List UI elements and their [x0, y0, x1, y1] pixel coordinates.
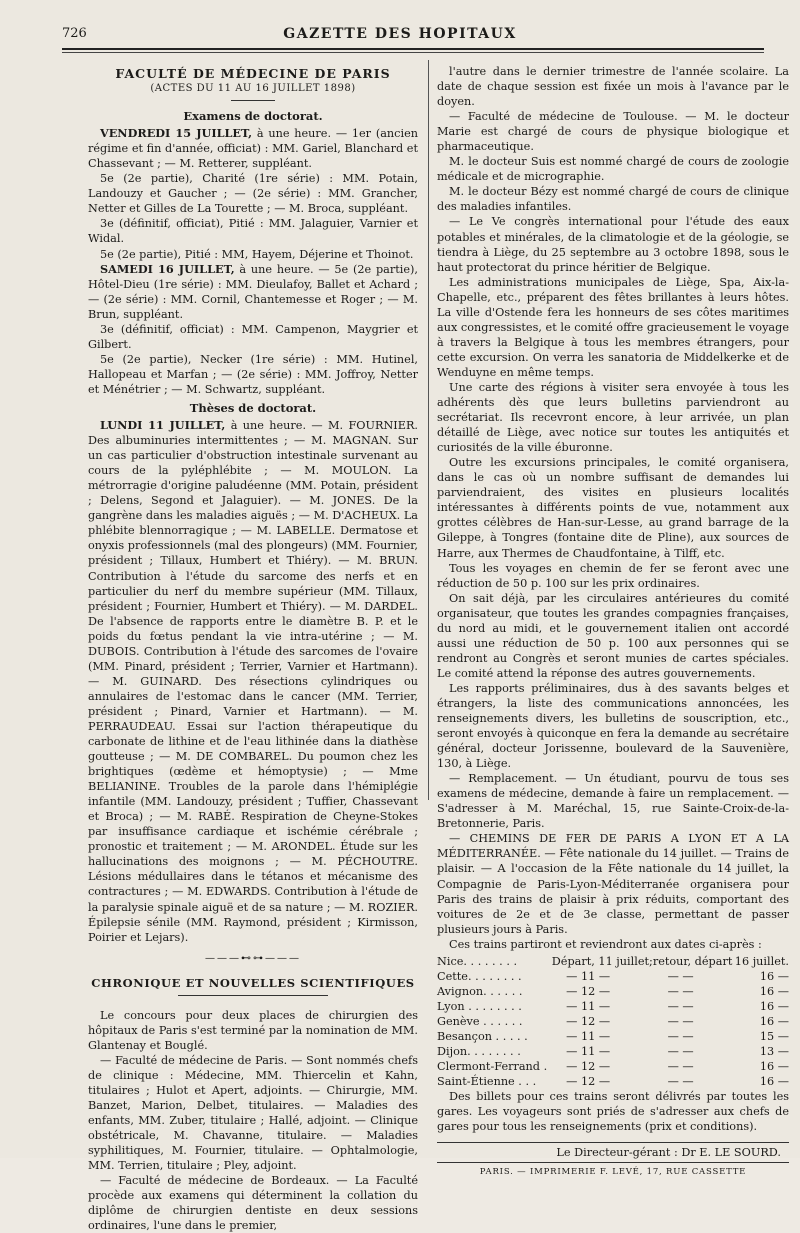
theses-date: LUNDI 11 JUILLET, — [100, 418, 226, 433]
schedule-city: Clermont-Ferrand . — [437, 1060, 548, 1074]
schedule-return: — — — [667, 1075, 694, 1089]
signature-rule — [437, 1142, 789, 1143]
schedule-city: Genève . . . . . . — [437, 1014, 523, 1028]
schedule-return-date: 16 — — [759, 999, 789, 1013]
news-paragraph: — Faculté de médecine de Toulouse. — M. le docteur Marie est chargé de cours de physique biologique et pharmaceutique. — [437, 110, 789, 154]
schedule-departure: Départ, 11 juillet; — [551, 954, 653, 968]
exam-text: 3e (définitif, officiat) : MM. Campenon, Maygrier et Gilbert. — [88, 322, 418, 351]
schedule-return-date: 16 — — [759, 1014, 789, 1028]
news-paragraph: — CHEMINS DE FER DE PARIS A LYON ET A LA MÉDITERRANÉE. — Fête nationale du 14 juillet. — Trains de plaisir. — A l'occasion de la Fête nationale du 14 juillet, la Compagnie de Paris-Lyon-Méditerranée organisera pour Paris des trains de plaisir à prix réduits, comportant des voitures de 2e et de 3e classe, permettant de passer plusieurs jours à Paris. — [437, 832, 789, 936]
schedule-row — [437, 999, 789, 1014]
news-paragraph: M. le docteur Bézy est nommé chargé de cours de clinique des maladies infantiles. — [437, 185, 789, 214]
schedule-return: retour, départ — [652, 954, 733, 968]
schedule-return: — — — [667, 1060, 694, 1074]
exam-text: 3e (définitif, officiat), Pitié : MM. Jalaguier, Varnier et Widal. — [88, 217, 418, 246]
exam-date: SAMEDI 16 JUILLET, — [100, 261, 235, 276]
schedule-return: — — — [667, 1030, 694, 1043]
schedule-departure: — 12 — — [566, 1014, 611, 1028]
schedule-return-date: 16 — — [759, 1060, 789, 1074]
right-column — [437, 64, 789, 1180]
schedule-row — [437, 984, 789, 999]
imprint: PARIS. — IMPRIMERIE F. LEVÉ, 17, RUE CASSETTE — [479, 1167, 747, 1178]
schedule-row — [437, 1029, 789, 1044]
schedule-return-date: 15 — — [759, 1030, 789, 1043]
schedule-city: Lyon . . . . . . . . — [437, 999, 522, 1013]
page-number: 726 — [62, 26, 87, 41]
exams-list — [88, 126, 418, 397]
chronicle-paragraph: — Faculté de médecine de Bordeaux. — La Faculté procède aux examens qui déterminent la collation du diplôme de chirurgien dentiste en deux sessions ordinaires, l'une dans le premier, — [88, 1174, 418, 1233]
exam-entry — [88, 126, 418, 171]
schedule-return-date: 16 — — [759, 984, 789, 998]
schedule-city: Nice. . . . . . . . — [437, 954, 518, 968]
schedule-row — [437, 1044, 789, 1059]
news-paragraph: Tous les voyages en chemin de fer se feront avec une réduction de 50 p. 100 sur les prix ordinaires. — [437, 561, 789, 590]
section-rule — [231, 100, 275, 101]
exam-text: 5e (2e partie), Charité (1re série) : MM. Potain, Landouzy et Gaucher ; — (2e série) : MM. Grancher, Netter et Gilles de La Tourette ; — M. Broca, suppléant. — [88, 172, 418, 216]
theses-text: à une heure. — M. FOURNIER. Des albuminuries intermittentes ; — M. MAGNAN. Sur un cas particulier d'obstruction intestinale survenant au cours de la pyléphlébite ; — M. MOULON. La métrorragie d'origine paludéenne (MM. Potain, président ; Delens, Segond et Jalaguier). — M. JONES. De la gangrène dans les maladies aiguës ; — M. D'ACHEUX. La phlébite blennorragique ; — M. LABELLE. Dermatose et onyxis professionnels (mal des plongeurs) (MM. Fournier, président ; Tillaux, Humbert et Thiéry). — M. BRUN. Contribution à l'étude du sarcome des nerfs et en particulier du nerf du membre supérieur (MM. Tillaux, président ; Fournier, Humbert et Thiéry). — M. DARDEL. De l'absence de rapports entre le diamètre B. P. et le poids du fœtus pendant la vie intra-utérine ; — M. DUBOIS. Contribution à l'étude des sarcomes de l'ovaire (MM. Pinard, président ; Terrier, Varnier et Hartmann). — M. GUINARD. Des résections cylindriques ou annulaires de l'estomac dans le cancer (MM. Terrier, président ; Pinard, Varnier et Hartmann). — M. PERRAUDEAU. Essai sur l'action thérapeutique du carbonate de lithine et de l'eau lithinée dans la diathèse goutteuse ; — M. DE COMBAREL. Du poumon chez les brightiques (œdème et hémoptysie) ; — Mme BELIANINE. Troubles de la parole dans l'hémiplégie infantile (MM. Landouzy, président ; Tuffier, Chassevant et Broca) ; — M. RABÉ. Respiration de Cheyne-Stokes par insuffisance cardiaque et ischémie cérébrale ; pronostic et traitement ; — M. ARONDEL. Étude sur les hallucinations des moignons ; — M. PÉCHOUTRE. Lésions médullaires dans le tétanos et mécanisme des contractures ; — M. EDWARDS. Contribution à l'étude de la paralysie spinale aiguë et de sa nature ; — M. ROZIER. Épilepsie sénile (MM. Raymond, président ; Kirmisson, Poirier et Lejars). — [88, 419, 418, 944]
exam-text: 5e (2e partie), Necker (1re série) : MM. Hutinel, Hallopeau et Marfan ; — (2e série) : MM. Joffroy, Netter et Ménétrier ; — M. Schwartz, suppléant. — [88, 352, 418, 396]
news-paragraph: Outre les excursions principales, le comité organisera, dans le cas où un nombre suffisant de demandes lui parviendraient, des visites en plusieurs localités intéressantes à différents points de vue, notamment aux grottes célèbres de Han-sur-Lesse, au grand barrage de la Gileppe, à Tongres (fontaine dite de Pline), aux sources de Harre, aux Thermes de Chaudfontaine, à Tilff, etc. — [437, 456, 789, 560]
schedule-city: Besançon . . . . . — [437, 1030, 528, 1043]
ornament-divider: ———⊷⊶——— — [205, 952, 301, 964]
page-header-title: GAZETTE DES HOPITAUX — [283, 26, 517, 42]
column-divider — [428, 60, 429, 800]
news-paragraph: Une carte des régions à visiter sera envoyée à tous les adhérents dès que leurs bulletins parviendront au secrétariat. Ils recevront encore, à leur arrivée, un plan détaillé de Liège, avec notice sur toutes les antiquités et curiosités de la ville éburonne. — [437, 380, 789, 455]
schedule-return-date: 13 — — [759, 1045, 789, 1059]
schedule-departure: — 12 — — [566, 1060, 611, 1074]
schedule-return: — — — [667, 969, 694, 983]
exam-entry — [88, 352, 418, 397]
schedule-departure: — 11 — — [566, 969, 611, 983]
news-paragraph: — Remplacement. — Un étudiant, pourvu de tous ses examens de médecine, demande à faire un remplacement. — S'adresser à M. Maréchal, 15, rue Sainte-Croix-de-la-Bretonnerie, Paris. — [437, 772, 789, 831]
schedule-row — [437, 954, 789, 969]
schedule-city: Cette. . . . . . . . — [437, 969, 522, 983]
schedule-return: — — — [667, 1014, 694, 1028]
news-paragraphs — [437, 64, 789, 952]
exam-entry — [88, 322, 418, 352]
news-paragraph: Les rapports préliminaires, dus à des savants belges et étrangers, la liste des communications annoncées, les renseignements divers, les bulletins de souscription, etc., seront envoyés à quiconque en fera la demande au secrétaire général, docteur Jorissenne, boulevard de la Sauvenière, 130, à Liège. — [437, 681, 789, 771]
news-paragraphs-bottom — [437, 1089, 789, 1134]
chronicle-rule — [178, 995, 328, 996]
news-paragraph: — Le Ve congrès international pour l'étude des eaux potables et minérales, de la climatologie et de la géologie, se tiendra à Liège, du 25 septembre au 3 octobre 1898, sous le haut protectorat du prince héritier de Belgique. — [437, 215, 789, 274]
chronicle-heading: CHRONIQUE ET NOUVELLES SCIENTIFIQUES — [91, 975, 415, 990]
exam-date: VENDREDI 15 JUILLET, — [100, 126, 253, 141]
exam-text: 5e (2e partie), Pitié : MM, Hayem, Déjerine et Thoinot. — [100, 247, 414, 261]
theses-heading: Thèses de doctorat. — [189, 400, 317, 415]
schedule-city: Saint-Étienne . . . — [437, 1075, 537, 1089]
exam-entry — [88, 171, 418, 216]
theses-paragraph — [88, 418, 418, 945]
schedule-city: Dijon. . . . . . . . — [437, 1045, 521, 1059]
schedule-city: Avignon. . . . . . — [437, 984, 523, 998]
schedule-departure: — 11 — — [566, 1045, 611, 1059]
news-paragraph: M. le docteur Suis est nommé chargé de cours de zoologie médicale et de micrographie. — [437, 155, 789, 184]
schedule-return-date: 16 — — [759, 969, 789, 983]
schedule-departure: — 11 — — [566, 1030, 611, 1043]
schedule-return: — — — [667, 999, 694, 1013]
exams-heading: Examens de doctorat. — [183, 109, 323, 124]
exam-entry — [88, 262, 418, 322]
schedule-departure: — 12 — — [566, 984, 611, 998]
exam-entry — [88, 247, 418, 262]
schedule-return: — — — [667, 1045, 694, 1059]
left-column — [88, 64, 418, 1233]
news-paragraph: Des billets pour ces trains seront délivrés par toutes les gares. Les voyageurs sont priés de s'adresser aux chefs de gares pour tous les renseignements (prix et conditions). — [437, 1090, 789, 1134]
exam-text: à une heure. — 1er (ancien régime et fin d'année, officiat) : MM. Gariel, Blanchard et Chassevant ; — M. Retterer, suppléant. — [88, 127, 418, 171]
exam-entry — [88, 216, 418, 246]
faculty-title: FACULTÉ DE MÉDECINE DE PARIS — [115, 66, 391, 81]
schedule-row — [437, 969, 789, 984]
news-paragraph: Ces trains partiront et reviendront aux dates ci-après : — [449, 937, 762, 951]
schedule-row — [437, 1059, 789, 1074]
schedule-row — [437, 1074, 789, 1089]
header-rule-thin — [62, 52, 764, 53]
schedule-return-date: 16 — — [759, 1075, 789, 1089]
schedule-departure: — 11 — — [566, 999, 611, 1013]
news-paragraph: l'autre dans le dernier trimestre de l'année scolaire. La date de chaque session est fixée un mois à l'avance par le doyen. — [437, 65, 789, 109]
schedule-return-date: 16 juillet. — [734, 954, 789, 968]
faculty-subtitle: (ACTES DU 11 AU 16 JUILLET 1898) — [150, 83, 356, 95]
chronicle-paragraph: Le concours pour deux places de chirurgien des hôpitaux de Paris s'est terminé par la nomination de MM. Glantenay et Bouglé. — [88, 1008, 418, 1052]
schedule-row — [437, 1014, 789, 1029]
news-paragraph: Les administrations municipales de Liège, Spa, Aix-la-Chapelle, etc., préparent des fêtes brillantes à leurs hôtes. La ville d'Ostende fera les honneurs de ses côtes maritimes aux congressistes, et le comité offre gracieusement le voyage à travers la Belgique à tous les membres étrangers, pour cette excursion. On verra les sanatoria de Middelkerke et de Wenduyne en même temps. — [437, 275, 789, 379]
chronicle-paragraph: — Faculté de médecine de Paris. — Sont nommés chefs de clinique : Médecine, MM. Thiercelin et Kahn, titulaires ; Hulot et Apert, adjoints. — Chirurgie, MM. Banzet, Marion, Delbet, titulaires. — Maladies des enfants, MM. Zuber, titulaire ; Hallé, adjoint. — Clinique obstétricale, M. Chavanne, titulaire. — Maladies syphilitiques, M. Fournier, titulaire. — Ophtalmologie, MM. Terrien, titulaire ; Pley, adjoint. — [88, 1053, 418, 1173]
train-schedule — [437, 954, 789, 1089]
header-rule — [62, 48, 764, 50]
chronicle-list — [88, 1008, 418, 1233]
imprint-rule — [437, 1162, 789, 1163]
news-paragraph: On sait déjà, par les circulaires antérieures du comité organisateur, que toutes les grandes compagnies françaises, du nord au midi, et le gouvernement italien ont accordé aussi une réduction de 50 p. 100 aux personnes qui se rendront au Congrès et seront munies de cartes spéciales. Le comité attend la réponse des autres gouvernements. — [437, 591, 789, 680]
signature: Le Directeur-gérant : Dr E. LE SOURD. — [556, 1146, 781, 1160]
exam-text: à une heure. — 5e (2e partie), Hôtel-Dieu (1re série) : MM. Dieulafoy, Ballet et Achard ; — (2e série) : MM. Cornil, Chantemesse et Roger ; — M. Brun, suppléant. — [88, 262, 418, 321]
schedule-departure: — 12 — — [566, 1075, 611, 1089]
schedule-return: — — — [667, 984, 694, 998]
